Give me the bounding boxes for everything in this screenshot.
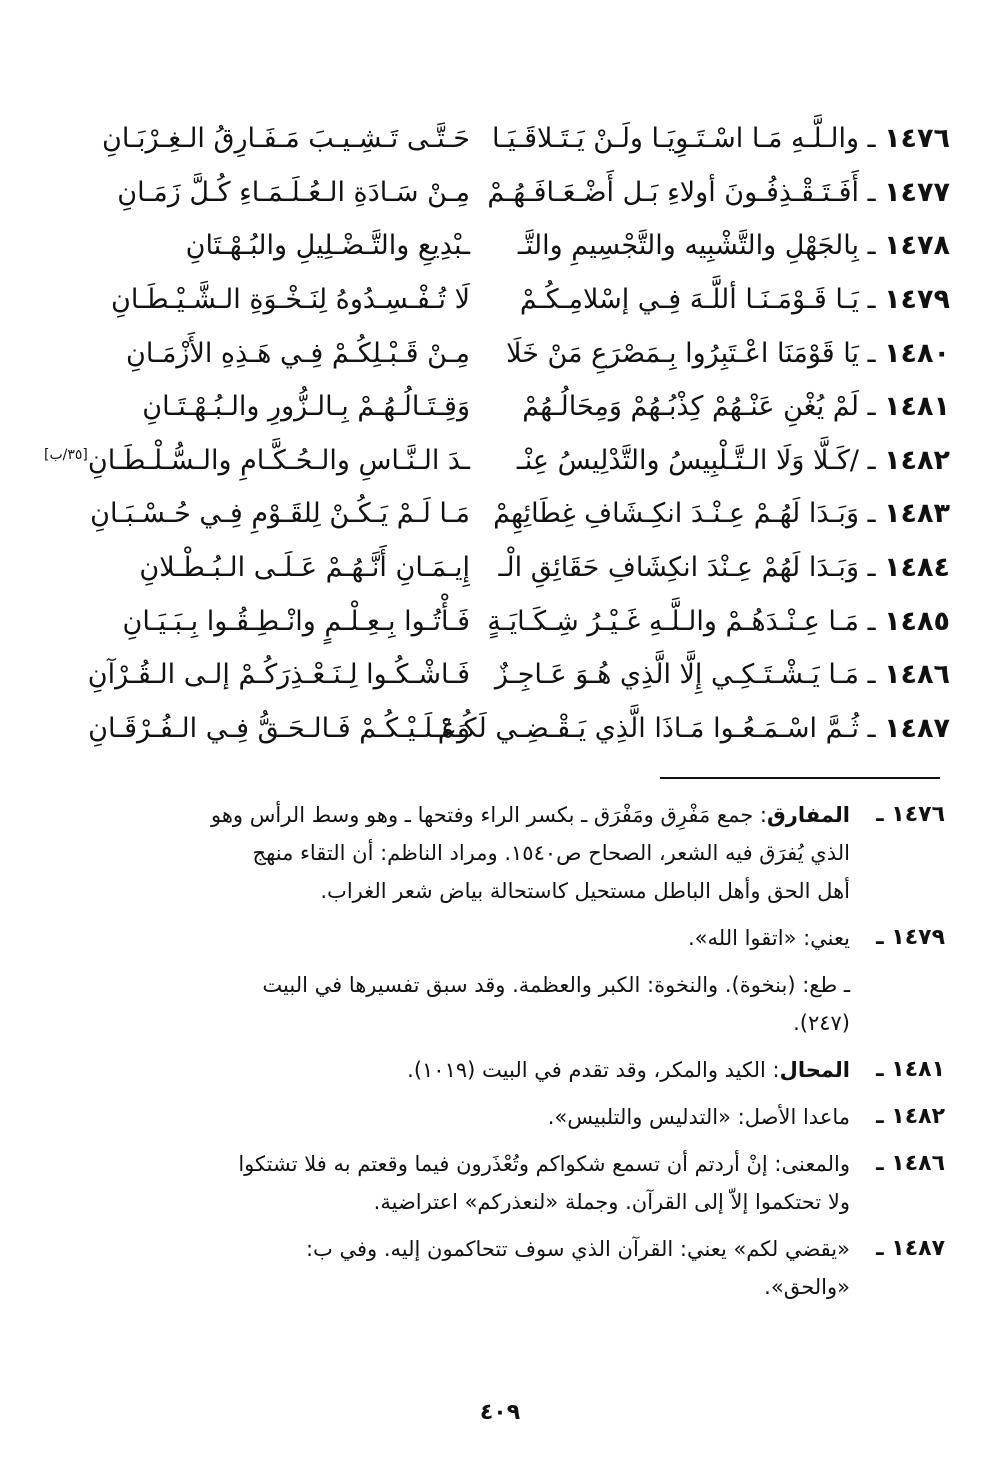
footnote-text: ماعدا الأصل: «التدليس والتلبيس».	[547, 1105, 850, 1129]
verse-first-text: مَـا يَـشْـتَـكِـي إِلَّا الَّذِي هُـوَ عَـاجِـزٌ	[494, 659, 859, 691]
verse-first-hemistich	[487, 605, 950, 637]
page-number: ٤٠٩	[479, 1400, 521, 1425]
verse-number-dash: ـ	[859, 230, 885, 262]
verse-first-text: وَبَـدَا لَهُمْ عِـنْدَ انكِشَافِ حَقَائِقِ الْـ	[498, 552, 859, 584]
footnote-number-text: ١٤٨٢	[891, 1104, 945, 1129]
verse-row	[50, 380, 950, 434]
footnote-line	[80, 834, 850, 872]
footnote-line	[80, 872, 850, 910]
verse-second-text: مِـنْ قَـبْـلِكُـمْ فِـي هَـذِهِ الأَزْمَـانِ	[125, 337, 470, 369]
footnote-number-text: ١٤٨١	[891, 1057, 945, 1082]
footnote-number	[850, 1230, 945, 1268]
footnote-body	[80, 966, 850, 1042]
verse-first-hemistich	[516, 444, 950, 476]
verse-number: ١٤٨٧	[884, 712, 950, 744]
verse-number: ١٤٨٠	[884, 337, 950, 369]
verse-first-hemistich	[494, 659, 950, 691]
verse-row	[50, 487, 950, 541]
verse-first-text: لَمْ يُغْنِ عَنْـهُمْ كِذْبُـهُمْ وَمِحَالُـهُمْ	[522, 391, 859, 423]
footnote-line	[80, 1051, 850, 1089]
verse-number-dash: ـ	[859, 605, 885, 637]
verse-first-text: يَـا قَـوْمَـنَـا أللَّـهَ فِـي إسْلامِـكُـمْ	[519, 284, 859, 316]
verse-first-text: ثُـمَّ اسْـمَـعُـوا مَـاذَا الَّذِي يَـقْـضِـي لَكُـمْ	[437, 712, 859, 744]
verse-first-hemistich	[520, 391, 950, 423]
verse-first-text: يَا قَوْمَنَا اعْـتَبِرُوا بِـمَصْرَعِ مَنْ خَلَا	[506, 337, 859, 369]
verse-second-text: ـدَ الـنَّـاسِ والـحُـكَّـامِ والـسُّـلْـطَـانِ	[87, 444, 470, 476]
verse-number-dash: ـ	[859, 552, 885, 584]
verse-first-hemistich	[506, 337, 950, 369]
footnote	[80, 1145, 945, 1221]
footnote-term: المحال	[779, 1058, 850, 1082]
footnote-text: ـ طع: (بنخوة). والنخوة: الكبر والعظمة. وقد سبق تفسيرها في البيت	[262, 973, 850, 997]
verse-row	[50, 326, 950, 380]
verse-row	[50, 166, 950, 220]
manuscript-folio-mark: [٣٥/ب]	[43, 446, 88, 463]
footnote-line	[80, 1098, 850, 1136]
verse-row	[50, 219, 950, 273]
verse-first-text: /كَـلَّا وَلَا الـتَّـلْبِيسُ والتَّدْلِيسُ عِنْـ	[516, 444, 859, 476]
footnote-number	[850, 1145, 945, 1183]
footnote-number	[850, 1098, 945, 1136]
footnotes-section	[80, 796, 945, 1315]
footnote-body	[80, 919, 850, 957]
footnote-body	[80, 1098, 850, 1136]
verse-number-dash: ـ	[859, 444, 885, 476]
footnote-number-dash: ـ	[876, 1151, 892, 1176]
footnote-number-dash: ـ	[876, 1057, 892, 1082]
verse-row	[50, 273, 950, 327]
footnote-number-dash: ـ	[876, 925, 892, 950]
verse-number-dash: ـ	[859, 337, 885, 369]
verse-number-dash: ـ	[859, 391, 885, 423]
footnote-number-text: ١٤٧٩	[891, 925, 945, 950]
footnote-text: : الكيد والمكر، وقد تقدم في البيت (١٠١٩).	[407, 1058, 780, 1082]
verse-number: ١٤٧٨	[884, 230, 950, 262]
verse-number-dash: ـ	[859, 123, 885, 155]
footnote-line	[80, 796, 850, 834]
verse-second-hemistich	[50, 337, 470, 369]
footnote-body	[80, 1051, 850, 1089]
verse-second-text: ـبْدِيعِ والتَّـضْـلِيلِ والبُـهْـتَانِ	[185, 230, 470, 262]
verse-row	[43, 434, 950, 488]
verse-number-dash: ـ	[859, 284, 885, 316]
verse-number: ١٤٨٦	[884, 659, 950, 691]
footnote-text: «يقضي لكم» يعني: القرآن الذي سوف تتحاكمون إليه. وفي ب:	[305, 1237, 850, 1261]
footnote-text: ولا تحتكموا إلاّ إلى القرآن. وجملة «لنعذركم» اعتراضية.	[373, 1190, 850, 1214]
footnote-line	[80, 1183, 850, 1221]
footnote-text: الذي يُفرَق فيه الشعر، الصحاح ص١٥٤٠. ومراد الناظم: أن التقاء منهج	[252, 841, 850, 865]
verse-number-dash: ـ	[859, 498, 885, 530]
footnote-number	[850, 1051, 945, 1089]
verse-first-text: وَبَـدَا لَهُـمْ عِـنْـدَ انكِـشَافِ غِطَائِهِمْ	[493, 498, 859, 530]
verse-first-text: والـلَّـهِ مَـا اسْـتَـوِيَـا ولَـنْ يَـتَـلاقَـيَـا	[491, 123, 859, 155]
verse-second-text: حَـتَّـى تَـشِـيـبَ مَـفَـارِقُ الـغِـرْبَـانِ	[101, 123, 470, 155]
verse-number: ١٤٨٤	[884, 552, 950, 584]
footnote	[80, 966, 945, 1042]
footnote	[80, 1051, 945, 1089]
footnote-line	[80, 919, 850, 957]
verse-row	[50, 112, 950, 166]
verse-number: ١٤٧٧	[884, 176, 950, 208]
footnote-number-dash: ـ	[876, 1104, 892, 1129]
verse-first-hemistich	[517, 230, 950, 262]
footnote-number	[850, 796, 945, 834]
footnote-number-dash: ـ	[876, 1236, 892, 1261]
verse-second-hemistich	[50, 659, 470, 691]
verse-second-hemistich	[43, 444, 470, 476]
footnote-line	[80, 1230, 850, 1268]
verse-second-hemistich	[50, 123, 470, 155]
footnote-number-text: ١٤٧٦	[891, 802, 945, 827]
verse-number-dash: ـ	[859, 712, 885, 744]
verse-first-text: مَـا عِـنْـدَهُـمْ والـلَّـهِ غَـيْـرُ شِـكَـايَـةٍ	[487, 605, 859, 637]
verse-second-text: وَعَـلَـيْـكُـمْ فَـالـحَـقُّ فِـي الـفُـرْقَـانِ	[88, 712, 470, 744]
verse-number-dash: ـ	[859, 176, 885, 208]
footnote	[80, 796, 945, 910]
footnote-text: (٢٤٧).	[793, 1011, 850, 1035]
verse-first-hemistich	[487, 176, 950, 208]
verse-first-text: بِالجَهْلِ والتَّشْبِيه والتَّجْسِيمِ والتَّـ	[517, 230, 859, 262]
verse-second-text: إِيـمَـانِ أَنَّـهُـمْ عَـلَـى الـبُـطْـلانِ	[139, 552, 470, 584]
footnote-line	[80, 1145, 850, 1183]
verse-second-hemistich	[50, 498, 470, 530]
verse-row	[50, 702, 950, 756]
footnote-separator	[660, 777, 940, 779]
verse-second-hemistich	[50, 605, 470, 637]
verse-second-text: فَـاشْـكُـوا لِـنَـعْـذِرَكُـمْ إلـى الـقُـرْآنِ	[87, 659, 470, 691]
verse-number-dash: ـ	[859, 659, 885, 691]
footnote-number-dash: ـ	[876, 802, 892, 827]
footnote-text: والمعنى: إنْ أردتم أن تسمع شكواكم وتُعْذَرون فيما وقعتم به فلا تشتكوا	[238, 1152, 850, 1176]
verse-row	[50, 541, 950, 595]
footnote-body	[80, 796, 850, 910]
verse-first-hemistich	[493, 498, 950, 530]
verse-first-hemistich	[491, 123, 950, 155]
footnote-body	[80, 1230, 850, 1306]
footnote-text: أهل الحق وأهل الباطل مستحيل كاستحالة بياض شعر الغراب.	[320, 879, 850, 903]
verse-second-hemistich	[50, 230, 470, 262]
verse-second-text: مَـا لَـمْ يَـكُـنْ لِلقَـوْمِ فِـي حُـسْـبَـانِ	[90, 498, 470, 530]
verse-second-text: مِـنْ سَـادَةِ الـعُـلَـمَـاءِ كُـلَّ زَمَـانِ	[117, 176, 470, 208]
verse-row	[50, 648, 950, 702]
footnote	[80, 1230, 945, 1306]
verse-number: ١٤٨٥	[884, 605, 950, 637]
verse-number: ١٤٨٢	[884, 444, 950, 476]
verse-number: ١٤٧٦	[884, 123, 950, 155]
verses-section	[43, 112, 950, 755]
footnote-number	[850, 919, 945, 957]
verse-first-hemistich	[519, 284, 950, 316]
verse-row	[50, 594, 950, 648]
footnote-number-text: ١٤٨٦	[891, 1151, 945, 1176]
verse-first-hemistich	[437, 712, 950, 744]
footnote-text: يعني: «اتقوا الله».	[687, 926, 850, 950]
footnote	[80, 1098, 945, 1136]
footnote-number-text: ١٤٨٧	[891, 1236, 945, 1261]
footnote	[80, 919, 945, 957]
verse-second-hemistich	[50, 284, 470, 316]
verse-second-hemistich	[50, 552, 470, 584]
footnote-body	[80, 1145, 850, 1221]
verse-first-hemistich	[498, 552, 950, 584]
verse-number: ١٤٨١	[884, 391, 950, 423]
verse-second-text: فَـأْتُـوا بِـعِـلْـمٍ وانْـطِـقُـوا بِـبَـيَـانِ	[122, 605, 470, 637]
verse-second-hemistich	[50, 176, 470, 208]
verse-number: ١٤٨٣	[884, 498, 950, 530]
footnote-line	[80, 1268, 850, 1306]
verse-second-hemistich	[50, 391, 470, 423]
verse-second-hemistich	[50, 712, 470, 744]
verse-first-text: أَفَـتَـقْـذِفُـونَ أولاءِ بَـل أَضْـعَـافَـهُـمْ	[487, 176, 859, 208]
verse-second-text: لَا تُـفْـسِـدُوهُ لِنَـخْـوَةِ الـشَّـيْـطَـانِ	[110, 284, 470, 316]
footnote-line	[80, 1004, 850, 1042]
verse-number: ١٤٧٩	[884, 284, 950, 316]
footnote-text: : جمع مَفْرِق ومَفْرَق ـ بكسر الراء وفتحها ـ وهو وسط الرأس وهو	[211, 803, 767, 827]
footnote-line	[80, 966, 850, 1004]
footnote-text: «والحق».	[764, 1275, 850, 1299]
verse-second-text: وَقِـتَـالُـهُـمْ بِـالـزُّورِ والـبُـهْـتَـانِ	[142, 391, 470, 423]
footnote-term: المفارق	[766, 803, 850, 827]
